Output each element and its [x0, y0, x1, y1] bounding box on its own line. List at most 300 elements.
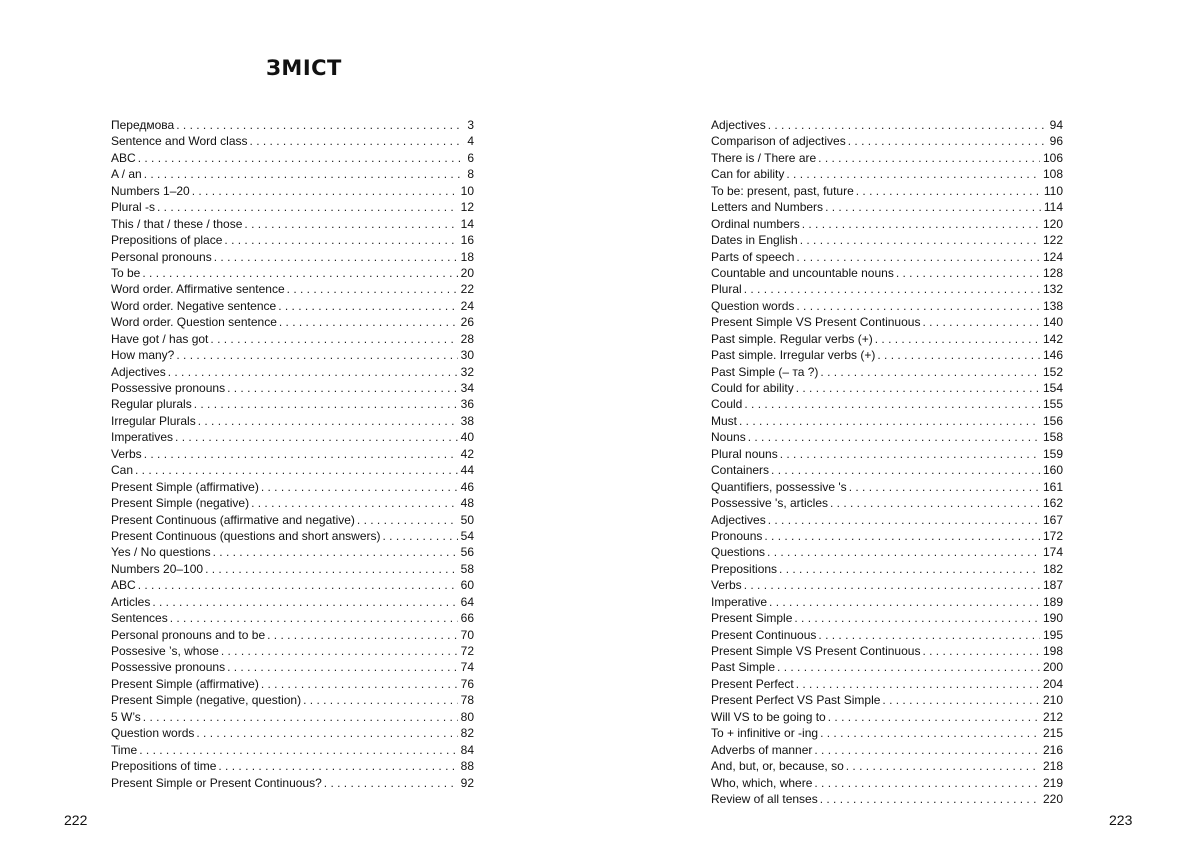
- toc-entry-label: Nouns: [711, 430, 746, 445]
- toc-entry-page: 34: [460, 381, 474, 395]
- toc-entry-label: Verbs: [111, 446, 142, 461]
- toc-entry-page: 182: [1042, 561, 1063, 576]
- toc-entry: [111, 676, 474, 692]
- toc-entry-label: Present Simple (negative, question): [111, 693, 302, 708]
- toc-entry-label: Irregular Plurals: [111, 413, 196, 428]
- toc-dot-leader: [875, 331, 1040, 347]
- toc-entry-page: 32: [460, 364, 474, 379]
- toc-dot-leader: [143, 709, 458, 725]
- toc-entry: [711, 133, 1063, 149]
- toc-entry-label: Possesive ’s, whose: [111, 644, 219, 658]
- toc-entry-label: Word order. Affirmative sentence: [111, 282, 285, 297]
- toc-entry-page: 114: [1043, 200, 1063, 215]
- toc-entry-page: 16: [460, 233, 474, 248]
- toc-entry-page: 140: [1042, 315, 1063, 330]
- toc-entry-label: To be: [111, 265, 141, 280]
- toc-entry-page: 4: [467, 134, 474, 149]
- toc-entry: [711, 347, 1063, 363]
- toc-entry-label: Adjectives: [711, 512, 766, 527]
- toc-entry-label: To be: present, past, future: [711, 183, 854, 198]
- toc-dot-leader: [744, 281, 1040, 297]
- toc-entry-page: 215: [1042, 726, 1063, 741]
- toc-dot-leader: [135, 462, 458, 478]
- toc-entry-page: 54: [460, 528, 474, 543]
- toc-entry: [711, 265, 1063, 281]
- toc-entry-page: 20: [460, 265, 474, 280]
- toc-entry: [111, 265, 474, 281]
- toc-dot-leader: [157, 199, 458, 215]
- toc-entry: [111, 429, 474, 445]
- toc-entry: [711, 479, 1063, 495]
- toc-dot-leader: [849, 479, 1040, 495]
- toc-dot-leader: [922, 314, 1040, 330]
- toc-entry: [711, 561, 1063, 577]
- toc-entry: [111, 364, 474, 380]
- toc-entry-label: And, but, or, because, so: [711, 759, 844, 774]
- toc-entry: [111, 643, 474, 659]
- toc-entry-label: Possessive pronouns: [111, 660, 226, 675]
- toc-entry-label: 5 W’s: [111, 709, 141, 724]
- toc-dot-leader: [261, 676, 458, 692]
- toc-entry: [711, 298, 1063, 314]
- toc-entry: [711, 166, 1063, 182]
- toc-dot-leader: [882, 692, 1040, 708]
- toc-dot-leader: [251, 495, 458, 511]
- toc-entry-page: 198: [1042, 644, 1063, 658]
- toc-dot-leader: [796, 298, 1040, 314]
- toc-entry-label: Letters and Numbers: [711, 200, 824, 215]
- toc-dot-leader: [814, 775, 1040, 791]
- toc-entry-label: Present Continuous (affirmative and negative): [111, 512, 355, 527]
- toc-entry-label: Передмова: [111, 118, 175, 132]
- toc-dot-leader: [196, 725, 457, 741]
- toc-entry-label: Plural nouns: [711, 446, 778, 461]
- toc-entry-page: 40: [460, 430, 474, 445]
- toc-entry-label: There is / There are: [711, 150, 817, 165]
- toc-entry: [711, 676, 1063, 692]
- toc-entry-page: 210: [1042, 693, 1063, 708]
- toc-dot-leader: [814, 742, 1040, 758]
- toc-entry: [711, 232, 1063, 248]
- toc-entry-label: Prepositions of place: [111, 233, 223, 248]
- toc-entry: [111, 659, 474, 675]
- toc-entry: [711, 364, 1063, 380]
- toc-entry-page: 92: [460, 775, 474, 790]
- toc-dot-leader: [168, 364, 458, 380]
- toc-entry-label: Past simple. Regular verbs (+): [711, 331, 873, 346]
- toc-entry-label: Present Simple VS Present Continuous: [711, 644, 921, 658]
- toc-entry-label: Possessive 's, articles: [711, 496, 828, 511]
- toc-dot-leader: [287, 281, 458, 297]
- toc-entry-page: 189: [1042, 594, 1063, 609]
- toc-entry: [111, 610, 474, 626]
- toc-entry-label: Yes / No questions: [111, 545, 211, 560]
- toc-entry-page: 56: [460, 545, 474, 560]
- toc-entry-label: To + infinitive or -ing: [711, 726, 819, 741]
- toc-entry-page: 84: [460, 742, 474, 757]
- toc-entry: [711, 709, 1063, 725]
- toc-entry-page: 138: [1042, 298, 1063, 313]
- toc-dot-leader: [213, 544, 458, 560]
- toc-entry-label: Question words: [711, 298, 795, 313]
- toc-entry: [711, 791, 1063, 807]
- toc-entry: [711, 380, 1063, 396]
- toc-dot-leader: [176, 347, 457, 363]
- toc-entry-label: Sentence and Word class: [111, 134, 248, 149]
- toc-entry-label: ABC: [111, 578, 136, 593]
- toc-dot-leader: [779, 561, 1040, 577]
- toc-dot-leader: [139, 742, 457, 758]
- toc-entry: [111, 166, 474, 182]
- toc-entry-label: Present Continuous (questions and short answers): [111, 528, 381, 543]
- toc-dot-leader: [244, 216, 457, 232]
- toc-entry-label: Questions: [711, 545, 766, 560]
- toc-entry-page: 82: [460, 726, 474, 741]
- toc-dot-leader: [748, 429, 1040, 445]
- toc-entry: [111, 347, 474, 363]
- toc-dot-leader: [144, 446, 458, 462]
- toc-dot-leader: [846, 758, 1040, 774]
- toc-entry: [711, 544, 1063, 560]
- toc-dot-leader: [818, 150, 1040, 166]
- toc-entry-page: 64: [460, 594, 474, 609]
- toc-entry: [711, 692, 1063, 708]
- toc-entry-label: Past simple. Irregular verbs (+): [711, 348, 876, 363]
- page-number-right: 223: [1109, 812, 1133, 828]
- toc-entry-page: 142: [1042, 331, 1063, 346]
- toc-entry-page: 26: [460, 315, 474, 330]
- toc-dot-leader: [176, 117, 464, 133]
- toc-entry: [111, 380, 474, 396]
- toc-dot-leader: [820, 791, 1040, 807]
- toc-entry-page: 190: [1042, 611, 1063, 626]
- toc-entry-label: Can: [111, 463, 134, 478]
- toc-dot-leader: [828, 709, 1040, 725]
- toc-entry: [111, 314, 474, 330]
- toc-entry-page: 124: [1042, 249, 1063, 264]
- toc-entry: [711, 117, 1063, 133]
- toc-entry: [711, 331, 1063, 347]
- toc-entry-label: Present Simple (affirmative): [111, 479, 259, 494]
- toc-entry-label: Quantifiers, possessive 's: [711, 479, 847, 494]
- toc-entry-label: Containers: [711, 463, 770, 478]
- toc-entry-page: 12: [460, 200, 474, 215]
- toc-entry: [711, 528, 1063, 544]
- toc-entry-page: 28: [460, 331, 474, 346]
- toc-entry-page: 220: [1042, 791, 1063, 806]
- toc-entry-page: 18: [460, 249, 474, 264]
- toc-entry: [711, 314, 1063, 330]
- toc-dot-leader: [771, 462, 1040, 478]
- toc-dot-leader: [227, 659, 458, 675]
- toc-entry: [111, 577, 474, 593]
- toc-entry-page: 44: [460, 463, 474, 478]
- toc-entry-page: 3: [467, 118, 474, 132]
- toc-entry-page: 132: [1042, 282, 1063, 297]
- toc-entry-page: 58: [460, 561, 474, 576]
- toc-entry-label: Comparison of adjectives: [711, 134, 846, 149]
- toc-entry: [711, 725, 1063, 741]
- toc-entry-page: 110: [1043, 183, 1063, 198]
- toc-dot-leader: [224, 232, 457, 248]
- toc-entry-label: Past Simple (– та ?): [711, 364, 819, 379]
- toc-entry: [111, 183, 474, 199]
- toc-entry-label: Must: [711, 413, 738, 428]
- toc-dot-leader: [796, 380, 1040, 396]
- toc-dot-leader: [198, 413, 458, 429]
- toc-entry-page: 200: [1042, 660, 1063, 675]
- toc-entry-page: 78: [460, 693, 474, 708]
- toc-entry-page: 10: [460, 183, 474, 198]
- toc-entry: [111, 133, 474, 149]
- toc-entry-label: Imperative: [711, 594, 768, 609]
- toc-entry-label: Will VS to be going to: [711, 709, 826, 724]
- toc-entry-page: 122: [1042, 233, 1063, 248]
- toc-entry-label: Plural: [711, 282, 742, 297]
- toc-entry: [111, 281, 474, 297]
- toc-entry-page: 80: [460, 709, 474, 724]
- toc-entry: [711, 462, 1063, 478]
- toc-entry: [711, 775, 1063, 791]
- toc-entry: [111, 150, 474, 166]
- toc-entry-label: Word order. Question sentence: [111, 315, 277, 330]
- toc-dot-leader: [796, 249, 1040, 265]
- toc-dot-leader: [764, 528, 1040, 544]
- toc-entry-page: 212: [1042, 709, 1063, 724]
- toc-entry-page: 66: [460, 611, 474, 626]
- toc-entry-page: 46: [460, 479, 474, 494]
- toc-dot-leader: [138, 150, 465, 166]
- toc-entry-page: 158: [1042, 430, 1063, 445]
- toc-dot-leader: [877, 347, 1040, 363]
- toc-entry-label: Articles: [111, 594, 151, 609]
- toc-dot-leader: [205, 561, 458, 577]
- toc-dot-leader: [820, 364, 1040, 380]
- toc-entry: [111, 627, 474, 643]
- right-page: [600, 0, 1200, 855]
- toc-entry: [711, 429, 1063, 445]
- toc-entry-page: 172: [1042, 528, 1063, 543]
- toc-entry-page: 36: [460, 397, 474, 412]
- toc-entry-page: 30: [460, 348, 474, 363]
- toc-entry-label: Parts of speech: [711, 249, 795, 264]
- toc-entry-page: 219: [1042, 775, 1063, 790]
- toc-entry-label: Time: [111, 742, 138, 757]
- toc-dot-leader: [780, 446, 1040, 462]
- toc-entry: [711, 150, 1063, 166]
- toc-dot-leader: [250, 133, 465, 149]
- toc-entry: [711, 199, 1063, 215]
- toc-dot-leader: [267, 627, 458, 643]
- toc-entry: [111, 413, 474, 429]
- toc-dot-leader: [278, 298, 457, 314]
- toc-entry: [111, 396, 474, 412]
- toc-entry-page: 174: [1042, 545, 1063, 560]
- toc-entry: [111, 117, 474, 133]
- toc-entry: [711, 446, 1063, 462]
- toc-entry-label: Pronouns: [711, 528, 763, 543]
- toc-entry-label: Adjectives: [711, 118, 766, 132]
- toc-dot-leader: [279, 314, 458, 330]
- toc-entry: [111, 512, 474, 528]
- toc-entry: [711, 396, 1063, 412]
- toc-entry-label: Regular plurals: [111, 397, 192, 412]
- toc-entry: [111, 725, 474, 741]
- toc-entry-label: Present Perfect VS Past Simple: [711, 693, 881, 708]
- toc-dot-leader: [769, 594, 1040, 610]
- toc-entry-label: Sentences: [111, 611, 168, 626]
- toc-entry-label: How many?: [111, 348, 175, 363]
- toc-entry: [111, 758, 474, 774]
- toc-entry-label: A / an: [111, 167, 142, 182]
- toc-dot-leader: [767, 544, 1040, 560]
- toc-list-right: [711, 117, 1063, 807]
- toc-entry-label: Imperatives: [111, 430, 174, 445]
- toc-entry-page: 204: [1042, 676, 1063, 691]
- toc-entry-page: 162: [1042, 496, 1063, 511]
- toc-dot-leader: [382, 528, 457, 544]
- toc-entry-page: 146: [1042, 348, 1063, 363]
- toc-entry-label: Prepositions: [711, 561, 778, 576]
- toc-entry-page: 6: [467, 150, 474, 165]
- toc-entry: [711, 183, 1063, 199]
- toc-entry-page: 216: [1042, 742, 1063, 757]
- toc-entry: [711, 216, 1063, 232]
- toc-dot-leader: [796, 676, 1040, 692]
- toc-entry-label: Could: [711, 397, 743, 412]
- toc-dot-leader: [800, 232, 1040, 248]
- toc-entry-page: 74: [460, 660, 474, 675]
- toc-entry: [711, 659, 1063, 675]
- toc-dot-leader: [820, 725, 1040, 741]
- toc-dot-leader: [768, 117, 1047, 133]
- toc-entry-label: Present Simple VS Present Continuous: [711, 315, 921, 330]
- toc-entry-page: 155: [1042, 397, 1063, 412]
- toc-entry-label: Dates in English: [711, 233, 798, 248]
- toc-dot-leader: [830, 495, 1040, 511]
- toc-entry-label: Adjectives: [111, 364, 166, 379]
- toc-entry-page: 72: [460, 644, 474, 658]
- toc-entry: [111, 462, 474, 478]
- toc-entry: [711, 577, 1063, 593]
- toc-dot-leader: [218, 758, 457, 774]
- toc-dot-leader: [922, 643, 1040, 659]
- toc-entry-label: Who, which, where: [711, 775, 813, 790]
- toc-entry-page: 160: [1042, 463, 1063, 478]
- toc-entry: [711, 495, 1063, 511]
- toc-dot-leader: [896, 265, 1040, 281]
- toc-entry-page: 108: [1042, 167, 1063, 182]
- toc-entry-page: 76: [460, 676, 474, 691]
- toc-title: ЗМІСТ: [266, 56, 342, 80]
- toc-dot-leader: [786, 166, 1040, 182]
- toc-entry-page: 195: [1042, 627, 1063, 642]
- toc-entry-page: 48: [460, 496, 474, 511]
- toc-entry-label: Present Perfect: [711, 676, 794, 691]
- toc-dot-leader: [739, 413, 1040, 429]
- toc-entry-label: Present Simple or Present Continuous?: [111, 775, 322, 790]
- toc-entry: [111, 709, 474, 725]
- toc-dot-leader: [856, 183, 1041, 199]
- toc-entry: [111, 561, 474, 577]
- page-number-left: 222: [64, 812, 88, 828]
- toc-entry-page: 159: [1042, 446, 1063, 461]
- toc-dot-leader: [210, 331, 457, 347]
- toc-entry-page: 14: [460, 216, 474, 231]
- toc-dot-leader: [194, 396, 458, 412]
- toc-entry-page: 218: [1042, 759, 1063, 774]
- toc-entry-label: Could for ability: [711, 381, 794, 395]
- toc-entry: [711, 643, 1063, 659]
- toc-entry: [111, 544, 474, 560]
- toc-entry: [111, 249, 474, 265]
- toc-entry-label: Plural -s: [111, 200, 156, 215]
- toc-dot-leader: [777, 659, 1040, 675]
- toc-entry-label: Possessive pronouns: [111, 381, 226, 395]
- toc-entry: [111, 331, 474, 347]
- toc-entry-label: Can for ability: [711, 167, 785, 182]
- toc-dot-leader: [152, 594, 457, 610]
- toc-dot-leader: [221, 643, 458, 659]
- toc-entry-page: 88: [460, 759, 474, 774]
- toc-entry-page: 96: [1049, 134, 1063, 149]
- toc-entry: [111, 528, 474, 544]
- toc-entry-page: 161: [1042, 479, 1063, 494]
- toc-dot-leader: [175, 429, 458, 445]
- toc-dot-leader: [227, 380, 458, 396]
- toc-entry-page: 154: [1042, 381, 1063, 395]
- toc-dot-leader: [138, 577, 458, 593]
- toc-entry-page: 22: [460, 282, 474, 297]
- toc-entry: [111, 775, 474, 791]
- toc-entry-label: Have got / has got: [111, 331, 209, 346]
- toc-entry-label: Personal pronouns and to be: [111, 627, 266, 642]
- toc-dot-leader: [144, 166, 465, 182]
- toc-entry-page: 24: [460, 298, 474, 313]
- toc-dot-leader: [303, 692, 458, 708]
- toc-entry: [711, 610, 1063, 626]
- toc-entry-label: Review of all tenses: [711, 791, 818, 806]
- toc-entry-label: Present Simple (affirmative): [111, 676, 259, 691]
- toc-entry-label: Prepositions of time: [111, 759, 217, 774]
- toc-entry-page: 106: [1042, 150, 1063, 165]
- toc-entry: [111, 298, 474, 314]
- toc-entry-page: 38: [460, 413, 474, 428]
- toc-dot-leader: [744, 577, 1040, 593]
- toc-dot-leader: [744, 396, 1040, 412]
- toc-entry-label: Numbers 1–20: [111, 183, 190, 198]
- toc-entry-label: Numbers 20–100: [111, 561, 204, 576]
- toc-dot-leader: [357, 512, 458, 528]
- toc-entry-page: 94: [1049, 118, 1063, 132]
- toc-dot-leader: [142, 265, 457, 281]
- toc-entry: [711, 249, 1063, 265]
- toc-entry-label: Personal pronouns: [111, 249, 212, 264]
- toc-entry-label: ABC: [111, 150, 136, 165]
- toc-entry-label: Verbs: [711, 578, 742, 593]
- toc-entry-page: 120: [1042, 216, 1063, 231]
- toc-entry: [111, 495, 474, 511]
- toc-dot-leader: [848, 133, 1047, 149]
- toc-entry: [711, 742, 1063, 758]
- toc-entry-page: 167: [1042, 512, 1063, 527]
- toc-dot-leader: [794, 610, 1040, 626]
- toc-dot-leader: [192, 183, 458, 199]
- toc-entry: [111, 216, 474, 232]
- toc-entry-page: 50: [460, 512, 474, 527]
- toc-entry: [111, 594, 474, 610]
- toc-entry-page: 156: [1042, 413, 1063, 428]
